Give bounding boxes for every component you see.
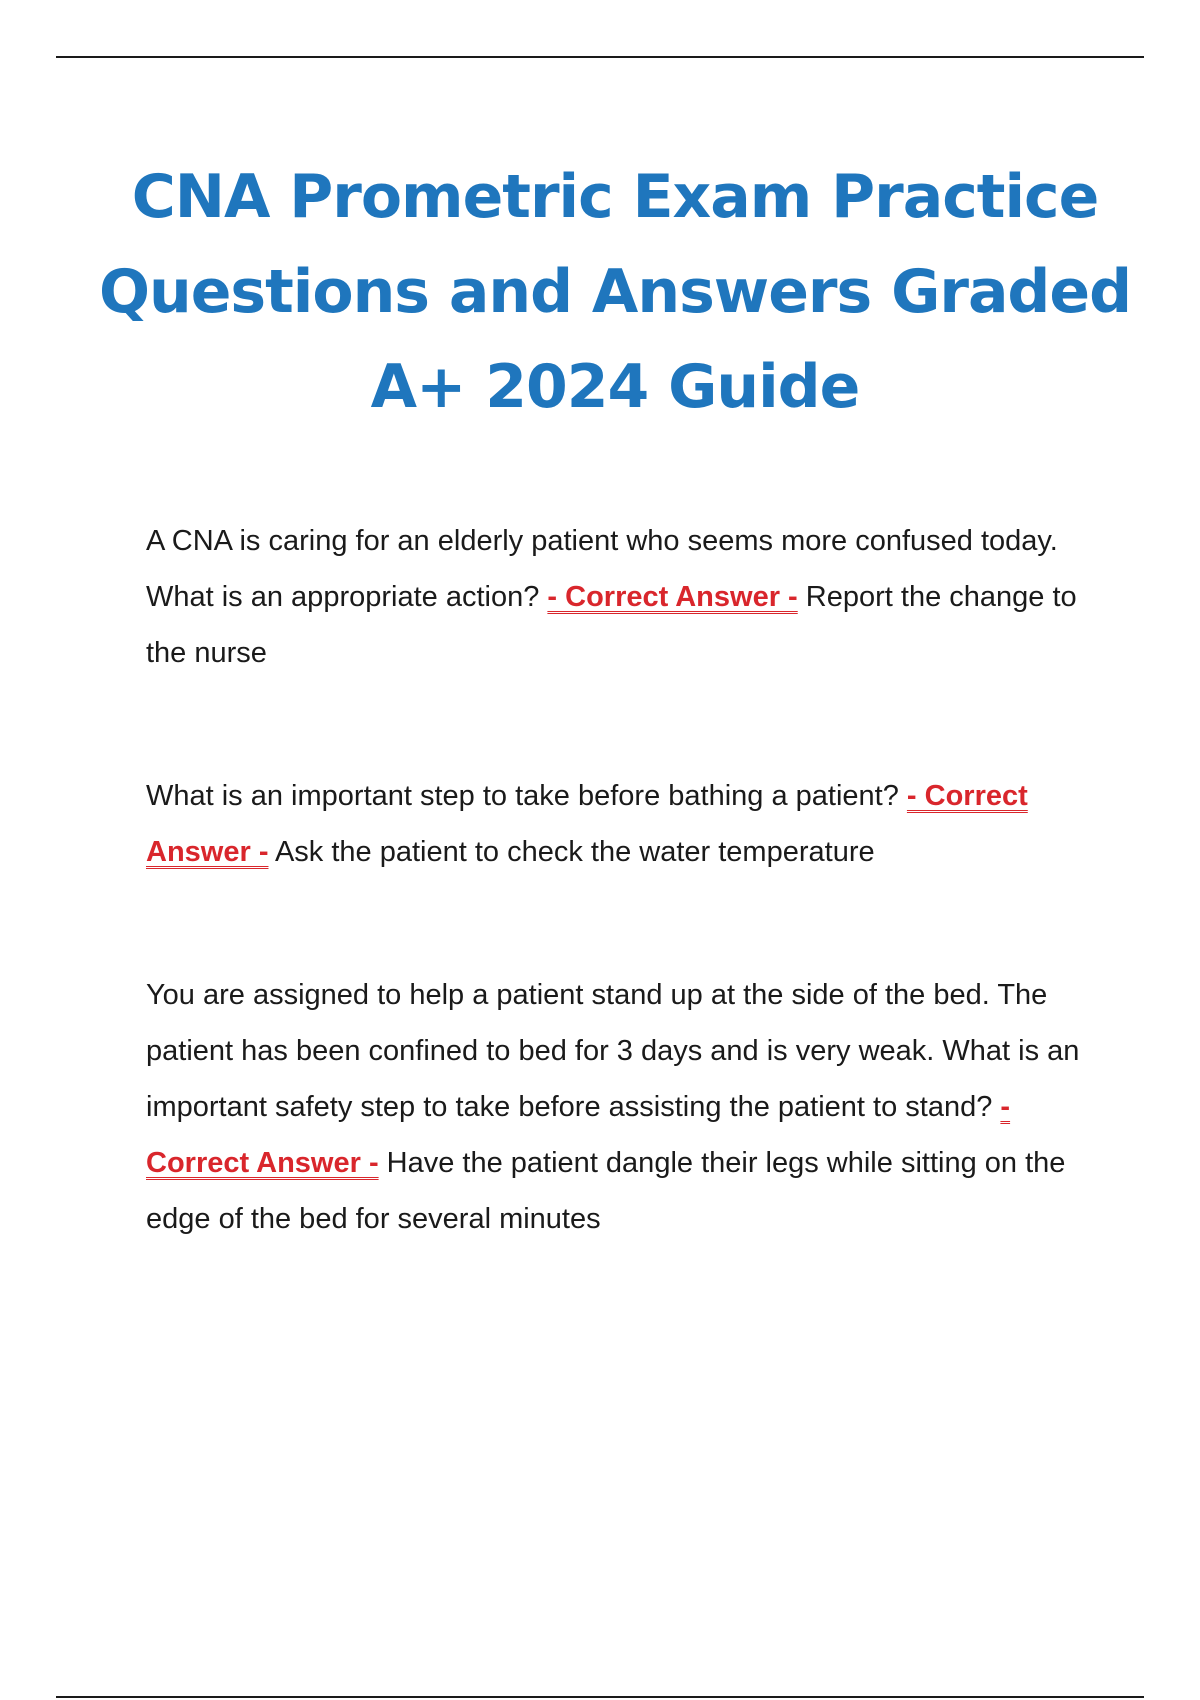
- qa-entry-1: [146, 513, 1096, 681]
- qa-entry-3: [146, 967, 1096, 1247]
- question-text: You are assigned to help a patient stand up at the side of the bed. The patient has been confined to bed for 3 days and is very weak. What is an important safety step to take before assisting the patient to stand?: [146, 979, 1080, 1123]
- correct-answer-marker: - Correct Answer -: [547, 581, 798, 613]
- question-text: What is an important step to take before bathing a patient?: [146, 780, 899, 812]
- header-rule: [56, 56, 1144, 58]
- qa-entry-2: [146, 768, 1096, 880]
- footer-rule: [56, 1696, 1144, 1698]
- question-text: A CNA is caring for an elderly patient who seems more confused today. What is an appropriate action?: [146, 525, 1058, 613]
- answer-text: Have the patient dangle their legs while sitting on the edge of the bed for several minutes: [146, 1147, 1066, 1235]
- document-title: CNA Prometric Exam Practice Questions and Answers Graded A+ 2024 Guide: [98, 162, 1132, 422]
- answer-text: Report the change to the nurse: [146, 581, 1077, 669]
- correct-answer-marker: - Correct Answer -: [146, 1091, 1011, 1179]
- correct-answer-marker: - Correct Answer -: [146, 780, 1028, 868]
- answer-text: Ask the patient to check the water temperature: [274, 836, 875, 868]
